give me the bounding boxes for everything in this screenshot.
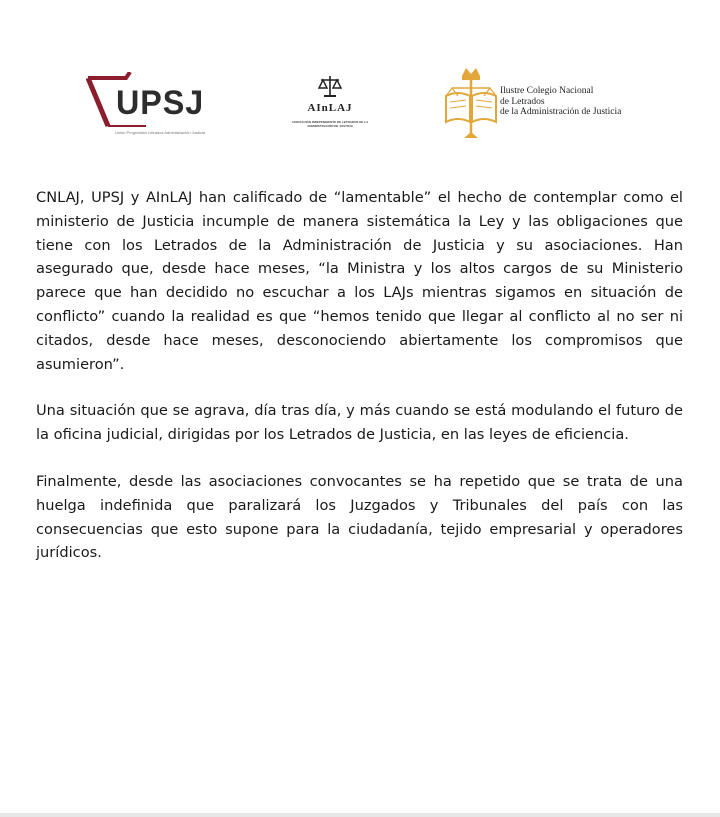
paragraph-2: Una situación que se agrava, día tras día, y más cuando se está modulando el futuro de la oficina judicial, dirigidas por los Letrados de Justicia, en las leyes de eficiencia. bbox=[36, 402, 683, 444]
scales-of-justice-icon bbox=[318, 74, 342, 100]
colegio-line-1: Ilustre Colegio Nacional bbox=[500, 86, 594, 96]
upsj-logo bbox=[86, 72, 206, 142]
colegio-line-3: de la Administración de Justicia bbox=[500, 107, 622, 117]
press-release-body bbox=[36, 186, 683, 588]
crowned-book-emblem-icon bbox=[442, 66, 500, 142]
ainlaj-subtitle: ASOCIACIÓN INDEPENDIENTE DE LETRADOS DE LA ADMINISTRACIÓN DE JUSTICIA bbox=[291, 120, 369, 128]
colegio-logo bbox=[442, 66, 642, 142]
paragraph-1: CNLAJ, UPSJ y AInLAJ han calificado de “lamentable” el hecho de contemplar como el ministerio de Justicia incumple de manera sistemática la Ley y las obligaciones que tiene con los Letrados de la Administración de Justicia y su asociaciones. Han asegurado que, desde hace meses, “la Ministra y los altos cargos de su Ministerio parece que han decidido no escuchar a los LAJs mientras sigamos en situación de conflicto” cuando la realidad es que “hemos tenido que llegar al conflicto al no ser ni citados, desde hace meses, desconociendo abiertamente los compromisos que asumieron”. bbox=[36, 189, 683, 373]
ainlaj-logo bbox=[280, 74, 380, 134]
page-bottom-edge bbox=[0, 813, 720, 817]
ainlaj-wordmark: AInLAJ bbox=[307, 102, 353, 114]
upsj-subtitle: Unión Progresista Letrados Administración Justicia bbox=[114, 130, 206, 135]
upsj-wordmark: UPSJ bbox=[116, 84, 205, 122]
colegio-name bbox=[500, 86, 621, 118]
colegio-line-2: de Letrados bbox=[500, 96, 545, 107]
paragraph-3: Finalmente, desde las asociaciones convocantes se ha repetido que se trata de una huelga indefinida que paralizará los Juzgados y Tribunales del país con las consecuencias que esto supone para la ciudadanía, tejido empresarial y operadores jurídicos. bbox=[36, 472, 683, 562]
header-logos bbox=[0, 62, 720, 152]
